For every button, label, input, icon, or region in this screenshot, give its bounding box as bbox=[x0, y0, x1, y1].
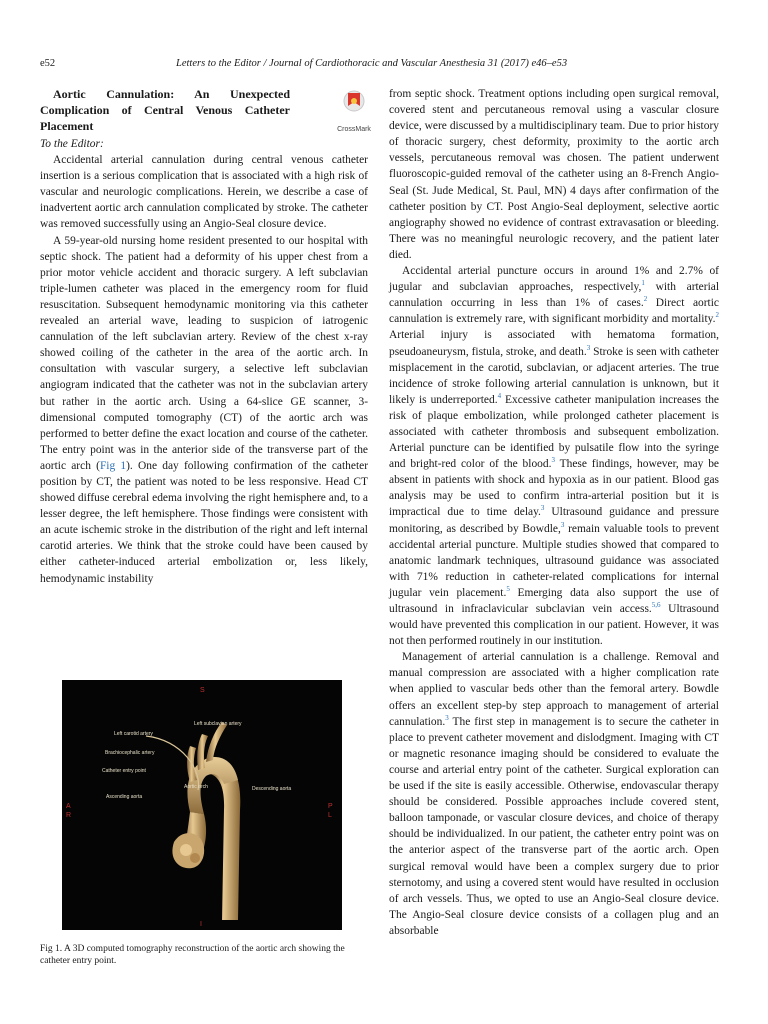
crossmark-label: CrossMark bbox=[337, 126, 371, 134]
paragraph-case: A 59-year-old nursing home resident presented to our hospital with septic shock. The patient had a deformity of his upper chest from a prior motor vehicle accident and thoracic surgery. A left subclavian triple-lumen catheter was placed in the emergency room for fluid resuscitation. Subsequent hemodynamic monitoring via this catheter revealed an arterial wave, leading to suspicion of iatrogenic cannulation of the left subclavian artery. Review of the chest x-ray showed coiling of the catheter in the area of the aortic arch. In consultation with vascular surgery, a selective left subclavian angiogram indicated that the catheter was not in the subclavian artery but rather in the aortic arch. Using a 64-slice GE scanner, 3-dimensional computed tomography (CT) of the aortic arch was performed to better define the exact location and course of the catheter. The entry point was in the anterior side of the transverse part of the aortic arch (Fig 1). One day following confirmation of the catheter position by CT, the patient was noted to be less responsive. Head CT showed diffuse cerebral edema involving the right hemisphere and, to a lesser degree, the left hemisphere. Those findings were consistent with an acute ischemic stroke in the distribution of the right and left internal carotid arteries. We think that the stroke could have been caused by either catheter-induced arterial embolization or, less likely, hemodynamic instability bbox=[40, 234, 369, 585]
page-header bbox=[40, 58, 730, 74]
citation-ref[interactable]: 5 bbox=[506, 584, 510, 593]
label-left: L bbox=[328, 812, 332, 819]
crossmark-icon bbox=[343, 90, 365, 116]
paragraph-management: Management of arterial cannulation is a challenge. Removal and manual compression are associated with a higher complication rate when applied to vascular beds other than the femoral artery. Bowdle offers an excellent step-by step approach to management of arterial cannulation.$^3$ The first step in management is to secure the catheter in place to prevent catheter movement and dislodgment. Imaging with CT or magnetic resonance imaging should be considered to evaluate the course and arterial entry point of the catheter. Surgical exploration can be used if the site is easily accessible. Otherwise, endovascular therapy should be considered. Possible approaches include covered stent, balloon tamponade, or vascular closure devices, and choice of therapy should be individualized. In our patient, the catheter entry point was on the anterior aspect of the transverse part of the aortic arch. Open surgical removal would have been a complex surgery due to prior sternotomy, and using a covered stent would have resulted in occlusion of arch vessels. Thus, we opted to use an Angio-Seal closure device. The Angio-Seal closure device consists of a collagen plug and an absorbable bbox=[389, 651, 719, 937]
label-left-subclavian: Left subclavian artery bbox=[194, 721, 242, 727]
salutation: To the Editor: bbox=[40, 138, 104, 150]
right-column bbox=[389, 86, 719, 939]
label-superior: S bbox=[200, 687, 205, 694]
label-inferior: I bbox=[200, 921, 202, 928]
paragraph-incidence: Accidental arterial puncture occurs in around 1% and 2.7% of jugular and subclavian approaches, respectively,$^1$ with arterial cannulation occurring in less than 1% of cases.$^2$ Direct aortic cannulation is extremely rare, with significant morbidity and mortality.$^2$ Arterial injury is associated with hematoma formation, pseudoaneurysm, fistula, stroke, and death.$^3$ Stroke is seen with catheter misplacement in the carotid, subclavian, or adjacent arteries. The true incidence of stroke following arterial cannulation is unknown, but it likely is underreported.$^4$ Excessive catheter manipulation increases the risk of plaque embolization, while prolonged catheter placement is associated with catheter thrombosis and subsequent embolization. Arterial puncture can be identified by pulsatile flow into the syringe and bright-red color of the blood.$^3$ These findings, however, may be absent in patients with shock and hypoxia as in our patient. Blood gas analysis may be used to confirm intra-arterial position but it is impractical due to time delay.$^3$ Ultrasound guidance and pressure monitoring, as described by Bowdle,$^3$ remain valuable tools to prevent accidental arterial puncture. Multiple studies showed that compared to anatomic landmark techniques, ultrasound guidance was associated with 71% reduction in catheter-related complications for internal jugular vein placement.$^5$ Emerging data also support the use of ultrasound in infraclavicular subclavian vein access.$^{5,6}$ Ultrasound would have prevented this complication in our patient. However, it was not then performed routinely in our institution. bbox=[389, 265, 720, 648]
left-column bbox=[40, 86, 371, 587]
journal-running-head: Letters to the Editor / Journal of Cardiothoracic and Vascular Anesthesia 31 (2017) e46–e53 bbox=[176, 58, 568, 69]
citation-ref[interactable]: 3 bbox=[445, 713, 449, 722]
paragraph-treatment: from septic shock. Treatment options including open surgical removal, covered stent and percutaneous removal using a vascular closure device, were discussed by a multidisciplinary team. Due to prior history of thoracic surgery, chest deformity, proximity to the aortic arch vessels, percutaneous removal was chosen. The patient underwent fluoroscopic-guided removal of the catheter using an 8-French Angio-Seal (St. Jude Medical, St. Paul, MN) 4 days after confirmation of the catheter position by CT. Post Angio-Seal deployment, selective aortic angiography showed no evidence of contrast extravasation or bleeding. There was no meaningful neurologic recovery, and the patient later died. bbox=[389, 88, 719, 261]
label-left-carotid: Left carotid artery bbox=[114, 731, 153, 737]
crossmark-badge[interactable] bbox=[330, 90, 378, 138]
citation-ref[interactable]: 3 bbox=[540, 504, 545, 513]
paragraph-intro: Accidental arterial cannulation during central venous catheter insertion is a serious complication that is associated with a high risk of vascular and neurologic complications. Herein, we describe a case of inadvertent aortic arch cannulation complicated by stroke. The catheter was removed successfully using an Angio-Seal closure device. bbox=[40, 154, 368, 231]
citation-ref[interactable]: 3 bbox=[560, 520, 565, 529]
citation-ref[interactable]: 2 bbox=[643, 295, 648, 304]
label-brachiocephalic: Brachiocephalic artery bbox=[105, 750, 155, 756]
label-right: R bbox=[66, 812, 72, 819]
citation-ref[interactable]: 4 bbox=[497, 391, 502, 400]
label-anterior: A bbox=[66, 803, 71, 810]
label-posterior: P bbox=[328, 803, 333, 810]
figure-ct-reconstruction bbox=[62, 680, 342, 930]
citation-ref[interactable]: 5,6 bbox=[651, 601, 661, 609]
figure-caption: Fig 1. A 3D computed tomography reconstruction of the aortic arch showing the catheter entry point. bbox=[40, 944, 345, 966]
citation-ref[interactable]: 2 bbox=[715, 311, 719, 320]
label-descending: Descending aorta bbox=[252, 786, 292, 792]
aorta-3d-render bbox=[62, 680, 342, 930]
figure-1-link[interactable]: Fig 1 bbox=[99, 459, 127, 472]
citation-ref[interactable]: 3 bbox=[586, 343, 591, 352]
label-aortic-arch: Aortic arch bbox=[184, 784, 208, 790]
article-title: Aortic Cannulation: An Unexpected Complication of Central Venous Catheter Placement bbox=[40, 87, 290, 133]
citation-ref[interactable]: 3 bbox=[551, 456, 555, 465]
label-ascending: Ascending aorta bbox=[106, 794, 143, 800]
page-number: e52 bbox=[40, 58, 56, 69]
citation-ref[interactable]: 1 bbox=[641, 279, 645, 288]
label-entry-point: Catheter entry point bbox=[102, 768, 146, 774]
